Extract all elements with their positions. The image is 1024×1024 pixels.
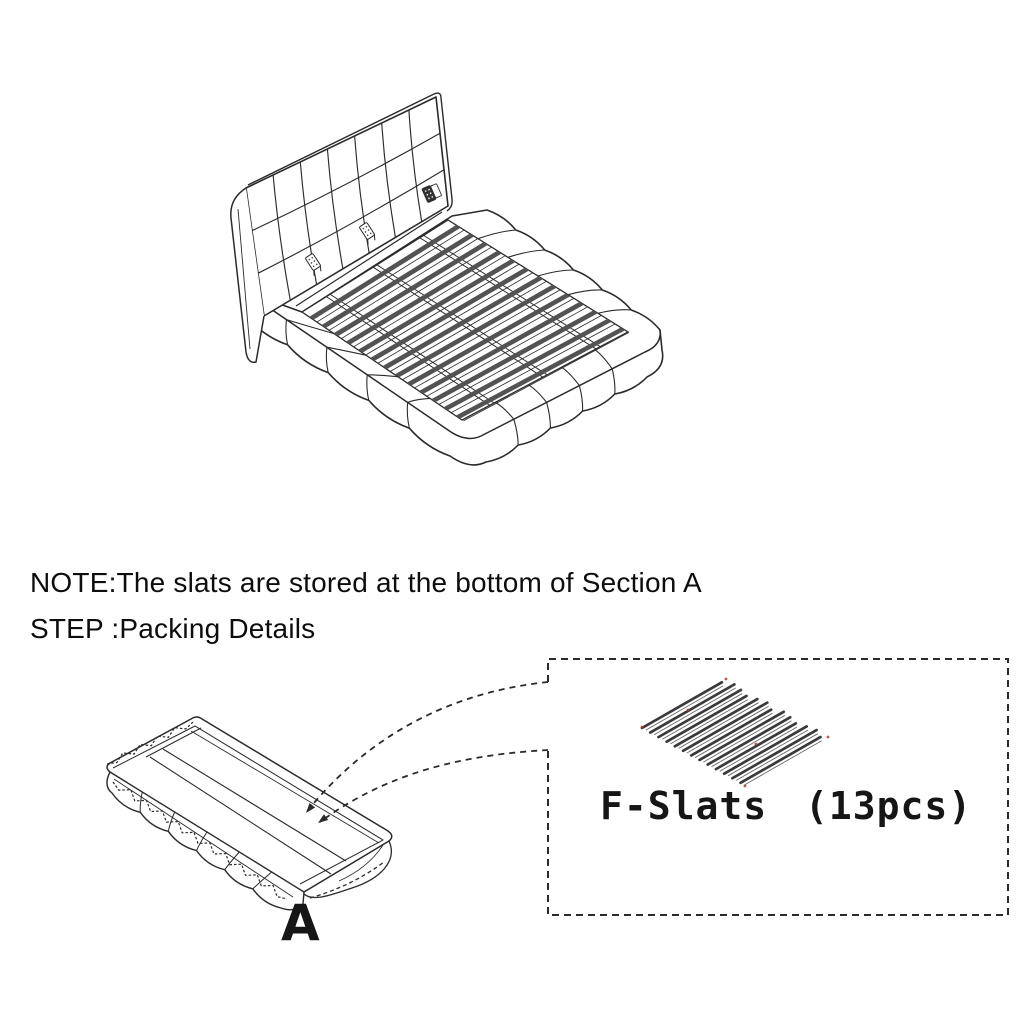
step-text: STEP :Packing Details	[30, 613, 316, 644]
dashed-callout-arrows	[306, 682, 548, 823]
section-a-illustration	[107, 717, 392, 910]
section-a-label: A	[281, 894, 320, 952]
f-slats-label: F-Slats (13pcs)	[600, 784, 973, 828]
bed-frame-illustration	[231, 93, 663, 465]
note-text: NOTE:The slats are stored at the bottom of Section A	[30, 567, 702, 598]
slats-bundle-illustration	[641, 678, 830, 788]
